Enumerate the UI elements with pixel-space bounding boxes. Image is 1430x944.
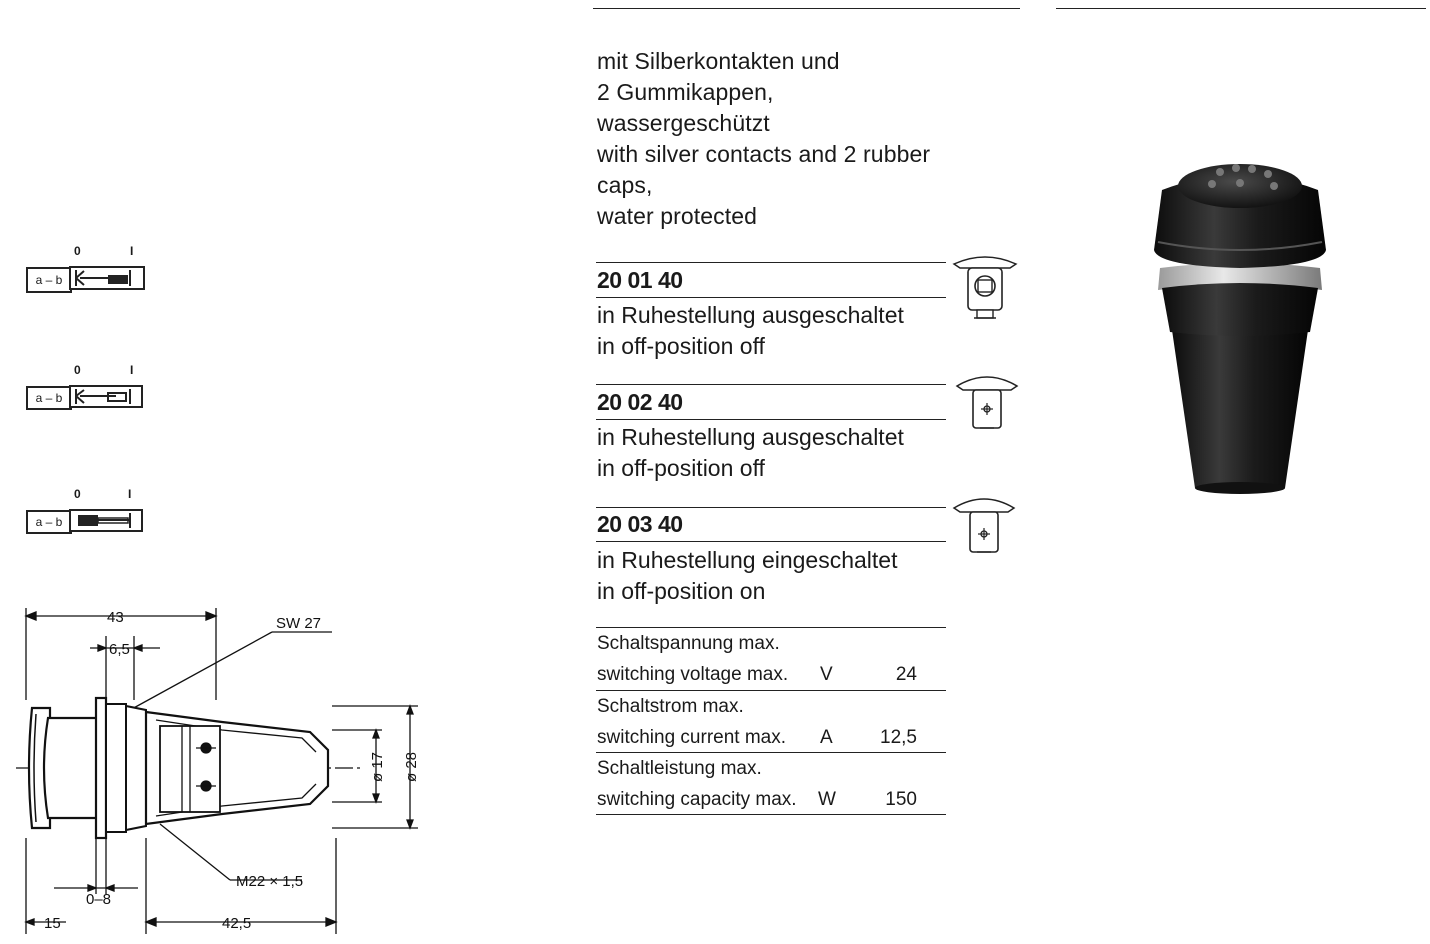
variant-rule (596, 384, 946, 385)
variant-code: 20 02 40 (597, 389, 683, 415)
switch-symbol (70, 508, 146, 534)
dim-label-0-8: 0–8 (86, 891, 112, 908)
contact-label: a – b (26, 386, 72, 410)
contact-label: a – b (26, 267, 72, 293)
dim-label-43: 43 (107, 609, 124, 626)
spec-rule (596, 627, 946, 628)
spec-rule (596, 690, 946, 691)
dim-label-d17: ø 17 (369, 751, 386, 782)
intro-line: caps, (597, 172, 653, 198)
top-rule-right (1056, 8, 1426, 9)
variant-code: 20 03 40 (597, 511, 683, 537)
spec-value: 12,5 (880, 727, 917, 748)
intro-line: wassergeschützt (597, 110, 770, 136)
variant-rule (596, 262, 946, 263)
spec-label-en: switching capacity max. (597, 789, 797, 810)
variant-rule (596, 541, 946, 542)
variant-desc-en: in off-position on (597, 578, 766, 604)
spec-unit: A (820, 727, 833, 748)
front-view-icon-2 (953, 372, 1021, 438)
position-off-label: 0 (74, 244, 81, 258)
spec-label-de: Schaltspannung max. (597, 633, 780, 654)
variant-desc-en: in off-position off (597, 455, 765, 481)
dim-label-15: 15 (44, 915, 61, 932)
position-on-label: I (130, 244, 134, 258)
spec-unit: V (820, 664, 833, 685)
switch-schematic-2 (24, 363, 148, 413)
top-rule-middle (593, 8, 1020, 9)
dim-label-d28: ø 28 (403, 751, 420, 782)
position-off-label: 0 (74, 487, 81, 501)
position-on-label: I (130, 363, 134, 377)
variant-code: 20 01 40 (597, 267, 683, 293)
spec-label-en: switching voltage max. (597, 664, 789, 685)
switch-symbol (70, 265, 146, 291)
intro-line: 2 Gummikappen, (597, 79, 774, 105)
variant-rule (596, 419, 946, 420)
spec-label-de: Schaltstrom max. (597, 696, 744, 717)
spec-value: 24 (895, 664, 917, 685)
intro-text (597, 46, 957, 232)
spec-label-en: switching current max. (597, 727, 787, 748)
contact-label: a – b (26, 510, 72, 534)
switch-schematic-1 (24, 244, 148, 294)
front-view-icon-1 (950, 252, 1020, 324)
variant-desc-en: in off-position off (597, 333, 765, 359)
position-on-label: I (128, 487, 132, 501)
variant-desc-de: in Ruhestellung ausgeschaltet (597, 302, 904, 328)
variant-desc-de: in Ruhestellung ausgeschaltet (597, 424, 904, 450)
variant-desc-de: in Ruhestellung eingeschaltet (597, 547, 898, 573)
dim-label-6-5: 6,5 (109, 641, 130, 658)
intro-line: with silver contacts and 2 rubber (597, 141, 931, 167)
position-off-label: 0 (74, 363, 81, 377)
dim-label-m22: M22 × 1,5 (236, 873, 304, 890)
spec-rule (596, 752, 946, 753)
spec-unit: W (818, 789, 836, 810)
spec-label-de: Schaltleistung max. (597, 758, 762, 779)
front-view-icon-3 (950, 494, 1018, 560)
dim-label-sw27: SW 27 (276, 615, 322, 632)
switch-symbol (70, 384, 146, 410)
switch-schematic-3 (24, 487, 148, 537)
product-photo (1140, 150, 1340, 495)
variant-rule (596, 507, 946, 508)
intro-line: mit Silberkontakten und (597, 48, 840, 74)
intro-line: water protected (597, 203, 758, 229)
dim-label-42-5: 42,5 (222, 915, 252, 932)
spec-value: 150 (885, 789, 917, 810)
technical-drawing (10, 600, 440, 940)
variant-rule (596, 297, 946, 298)
spec-rule (596, 814, 946, 815)
